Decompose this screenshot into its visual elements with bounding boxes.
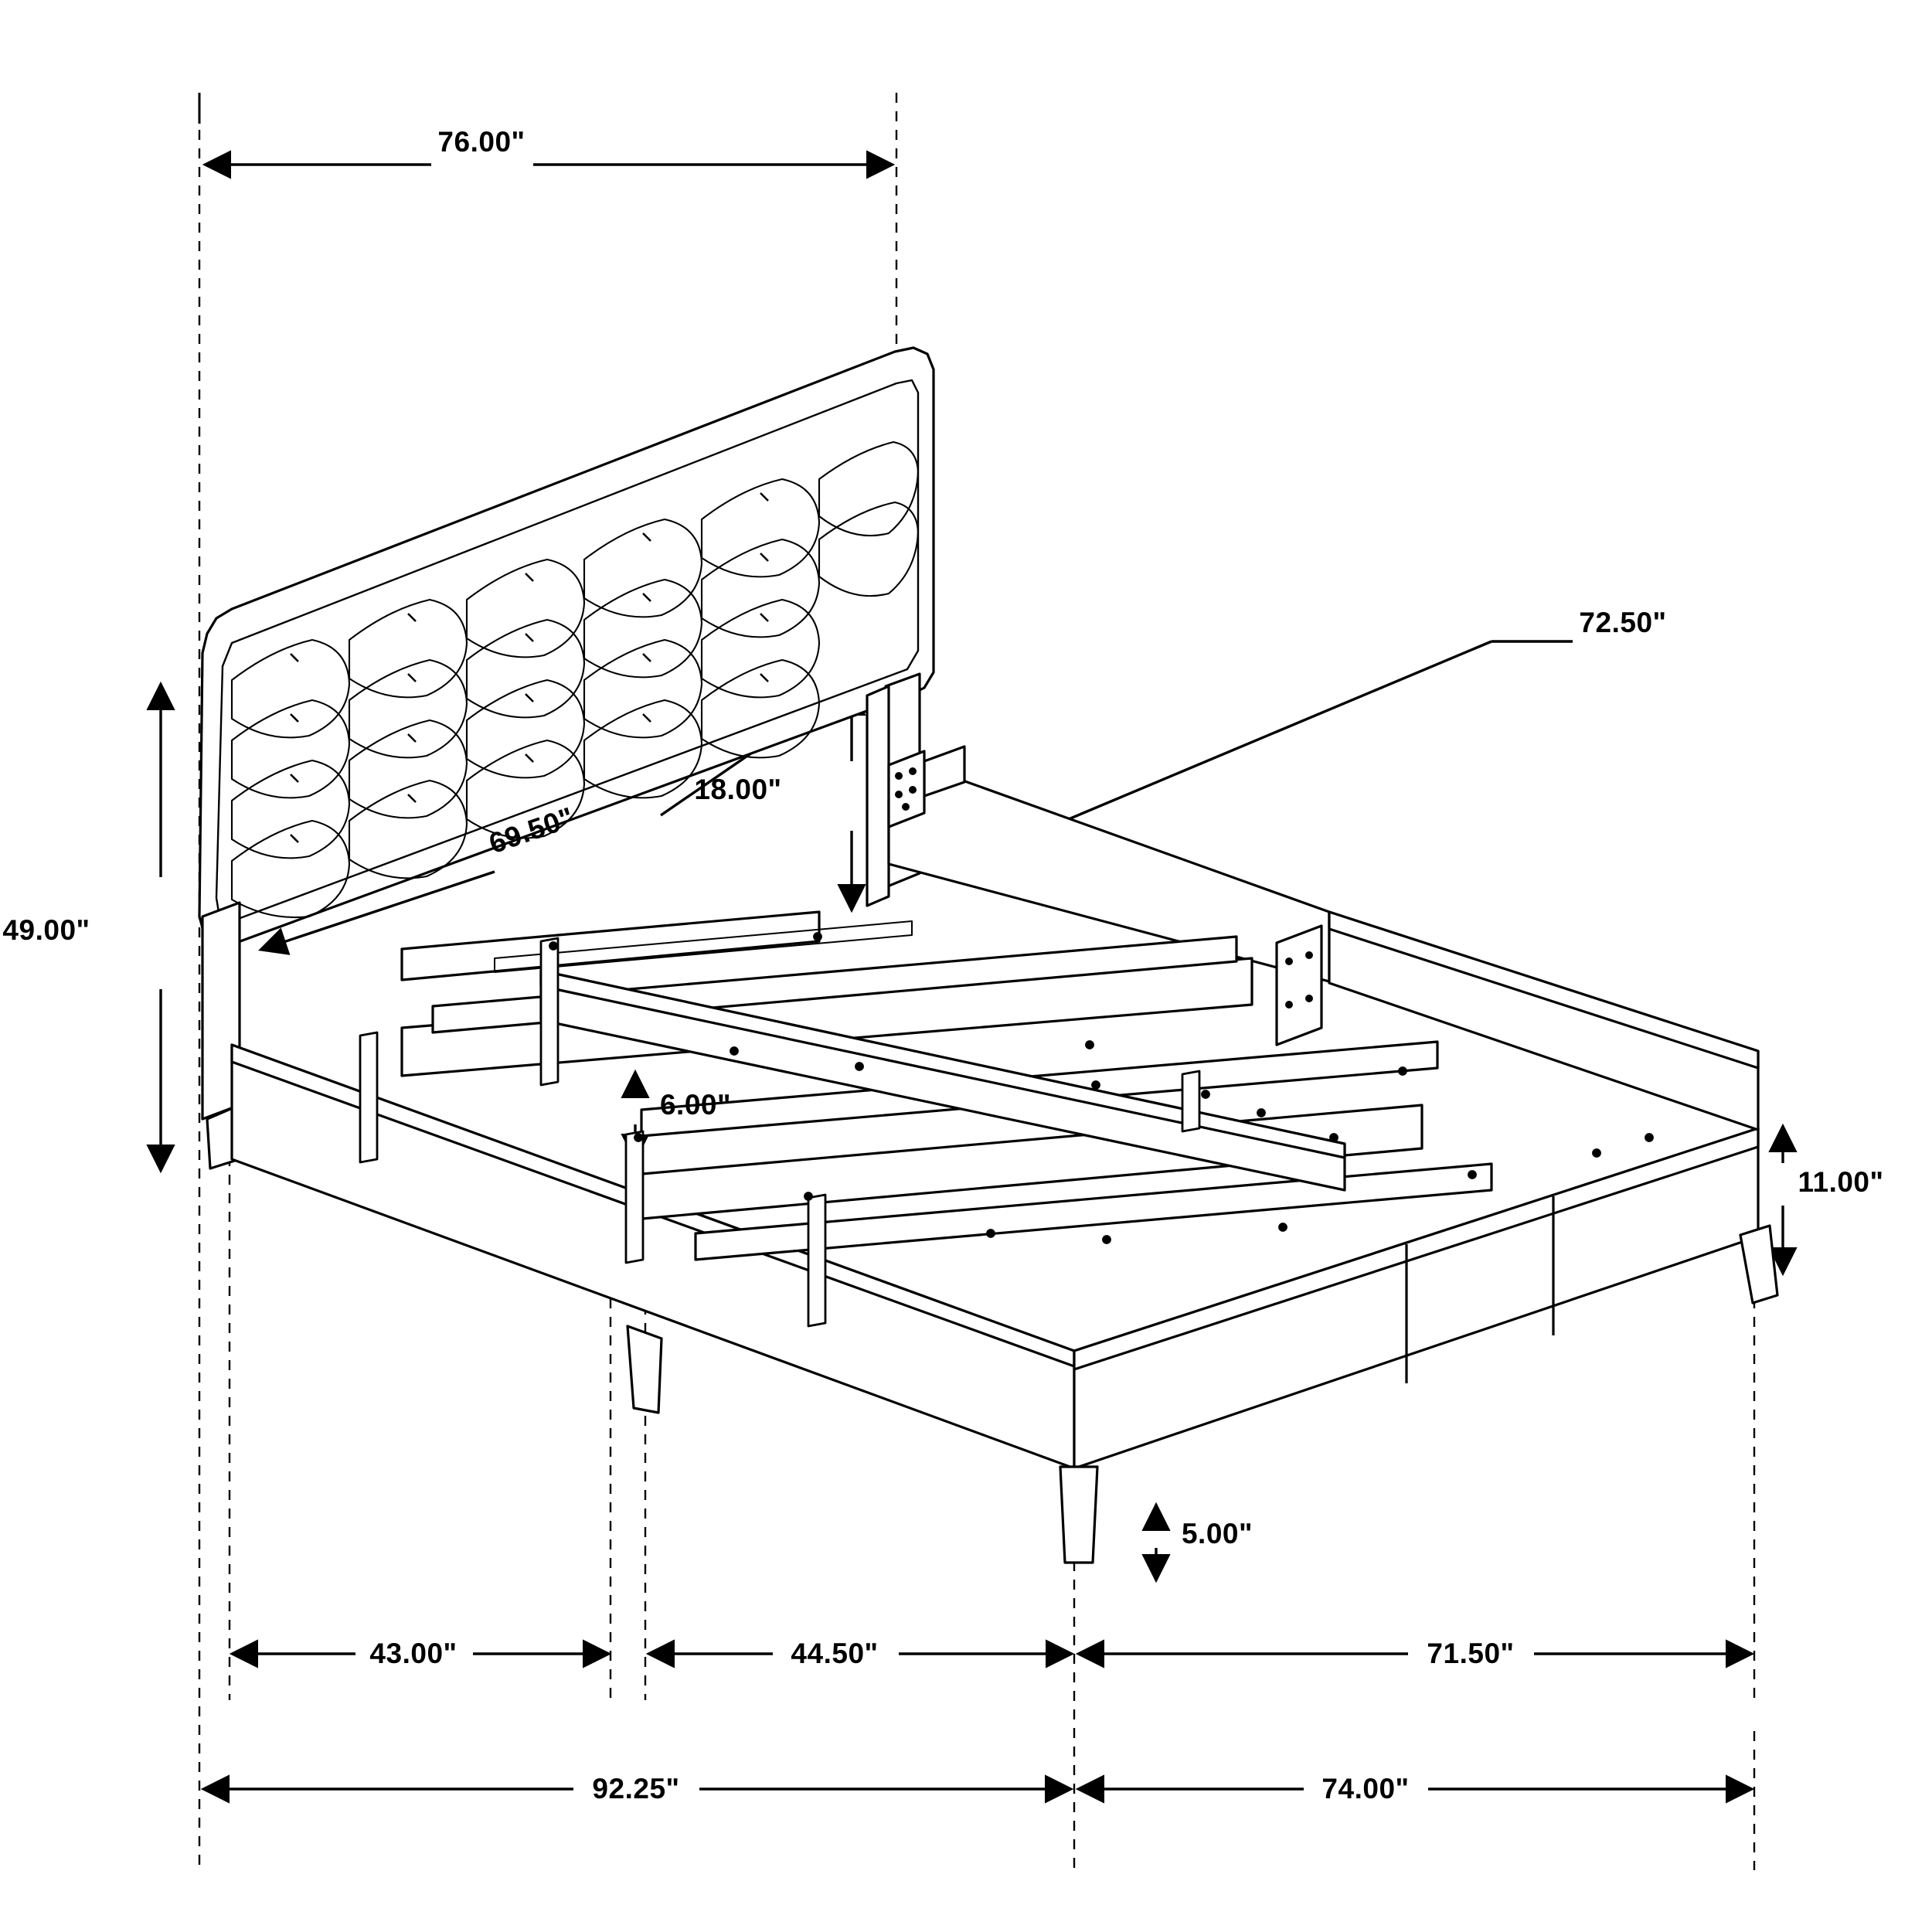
- dim-label-11: 11.00": [1798, 1166, 1884, 1198]
- dim-label-71-5: 71.50": [1427, 1638, 1515, 1669]
- headboard-panel: [199, 348, 934, 944]
- dim-label-74: 74.00": [1321, 1773, 1410, 1804]
- side-rail-right: [889, 747, 1329, 981]
- dim-label-43: 43.00": [369, 1638, 457, 1669]
- dim-label-92-25: 92.25": [592, 1773, 680, 1804]
- back-rail: [1329, 912, 1758, 1130]
- dim-label-49: 49.00": [2, 914, 90, 946]
- dim-label-5: 5.00": [1181, 1518, 1253, 1549]
- corner-bracket-right: [1277, 926, 1321, 1045]
- dim-label-18: 18.00": [694, 774, 782, 805]
- dim-label-44-5: 44.50": [791, 1638, 879, 1669]
- dim-label-72-5: 72.50": [1579, 607, 1667, 638]
- dim-label-76: 76.00": [437, 126, 526, 158]
- bed-illustration: [199, 348, 1777, 1563]
- dim-label-69-5: 69.50": [485, 801, 578, 860]
- dim-label-6: 6.00": [659, 1089, 732, 1121]
